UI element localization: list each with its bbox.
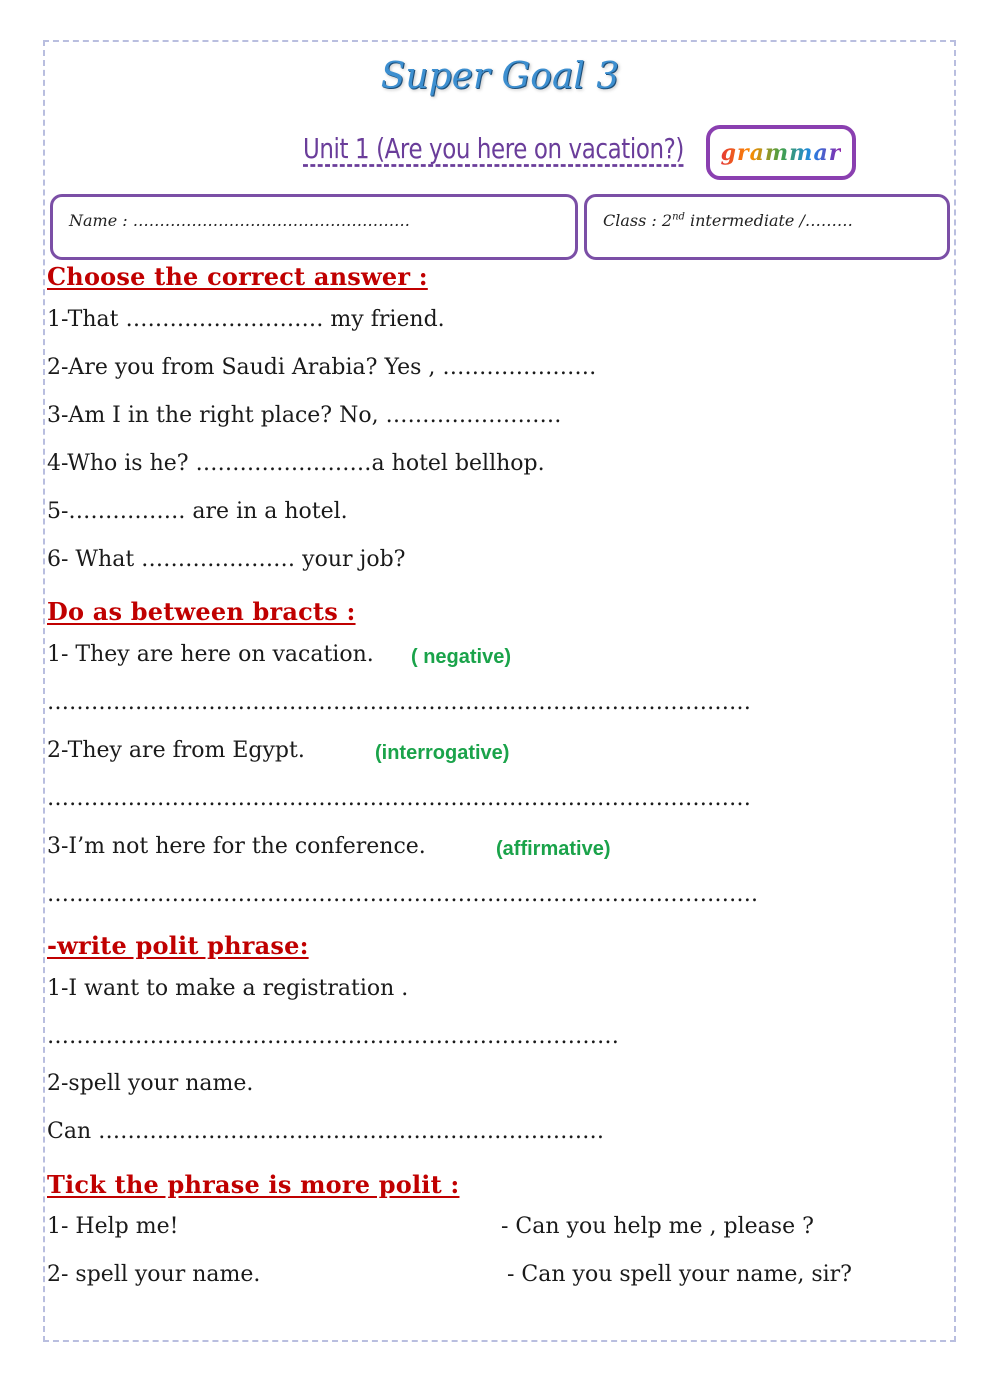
bracket-item-hint: (interrogative) bbox=[375, 742, 510, 764]
choose-item: 3-Am I in the right place? No, …………………… bbox=[47, 403, 562, 428]
class-prefix: Class : 2 bbox=[603, 211, 673, 230]
choose-item: 6- What ………………… your job? bbox=[47, 547, 406, 572]
section-heading-tick: Tick the phrase is more polit : bbox=[47, 1170, 460, 1199]
grammar-badge-label: grammar bbox=[720, 139, 842, 166]
section-heading-brackets: Do as between bracts : bbox=[47, 597, 356, 626]
answer-line[interactable]: …………………………………………………………………………………… bbox=[47, 690, 751, 715]
bracket-item-text: 2-They are from Egypt. bbox=[47, 738, 305, 763]
name-box[interactable] bbox=[50, 194, 578, 260]
name-field-label: Name : ……………………………………………. bbox=[69, 211, 410, 230]
worksheet-title: Super Goal 3 bbox=[380, 56, 620, 97]
class-suffix: intermediate /……… bbox=[684, 211, 853, 230]
answer-line[interactable]: Can …………………………………………………………… bbox=[47, 1119, 605, 1144]
polite-item: 1-I want to make a registration . bbox=[47, 976, 409, 1001]
choose-item: 4-Who is he? ……………………a hotel bellhop. bbox=[47, 451, 545, 476]
bracket-item-hint: ( negative) bbox=[411, 646, 512, 668]
unit-title: Unit 1 (Are you here on vacation?) bbox=[303, 132, 684, 165]
section-heading-polite: -write polit phrase: bbox=[47, 931, 309, 960]
answer-line[interactable]: …………………………………………………………………… bbox=[47, 1024, 619, 1049]
class-field-label bbox=[603, 211, 853, 230]
tick-option-right[interactable]: - Can you spell your name, sir? bbox=[507, 1262, 852, 1287]
bracket-item-text: 1- They are here on vacation. bbox=[47, 642, 374, 667]
answer-line[interactable]: ……………………………………………………………………………………. bbox=[47, 882, 758, 907]
answer-line[interactable]: …………………………………………………………………………………… bbox=[47, 786, 751, 811]
section-heading-choose: Choose the correct answer : bbox=[47, 262, 428, 291]
choose-item: 2-Are you from Saudi Arabia? Yes , ………………… bbox=[47, 355, 597, 380]
choose-item: 1-That ……………………… my friend. bbox=[47, 307, 445, 332]
class-box[interactable] bbox=[584, 194, 950, 260]
tick-option-left[interactable]: 2- spell your name. bbox=[47, 1262, 261, 1287]
polite-item: 2-spell your name. bbox=[47, 1071, 254, 1096]
class-ordinal-suffix: nd bbox=[672, 211, 685, 223]
choose-item: 5-……………. are in a hotel. bbox=[47, 499, 348, 524]
bracket-item-text: 3-I’m not here for the conference. bbox=[47, 834, 426, 859]
grammar-badge bbox=[706, 125, 856, 180]
tick-option-right[interactable]: - Can you help me , please ? bbox=[501, 1214, 814, 1239]
tick-option-left[interactable]: 1- Help me! bbox=[47, 1214, 179, 1239]
bracket-item-hint: (affirmative) bbox=[496, 838, 611, 860]
